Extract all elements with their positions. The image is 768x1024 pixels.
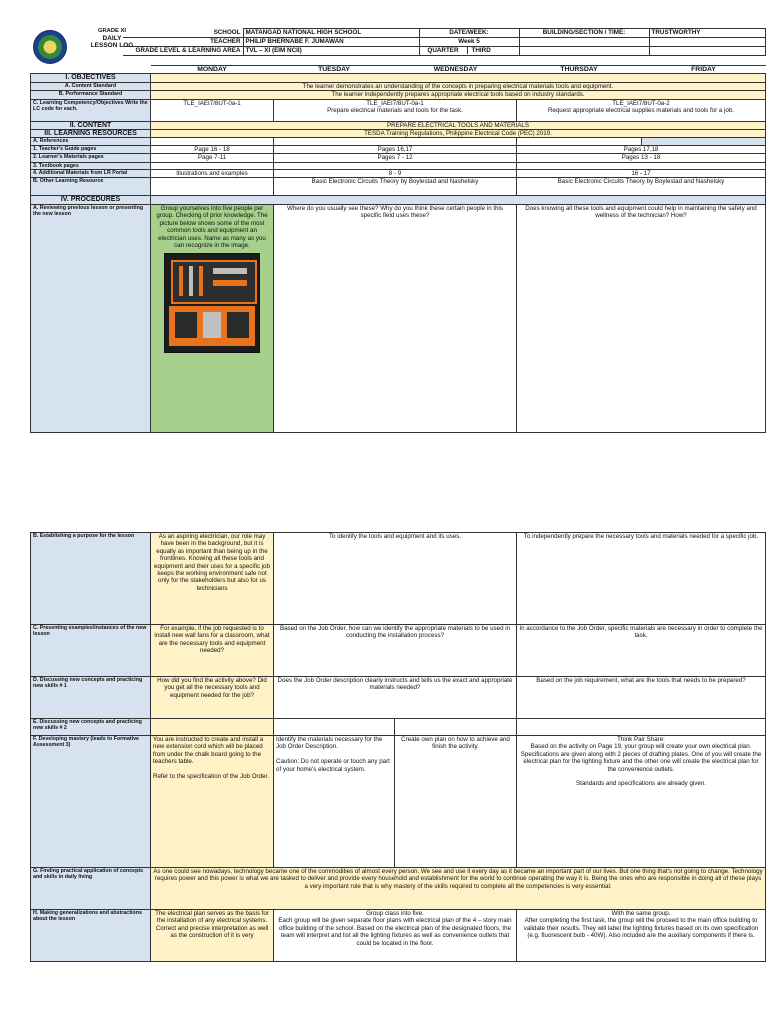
tape-measure-icon (203, 312, 221, 338)
proc-f-thursday-text1: Think Pair Share: (617, 736, 665, 743)
am-tuesday: 8 - 9 (274, 170, 517, 178)
proc-b-thursday: To independently prepare the necessary tools and materials needed for a specific job. (517, 533, 766, 625)
competency-thursday-code: TLE_IAEI7/8UT-0a-2 (612, 99, 670, 107)
label-content-standard: A. Content Standard (31, 82, 151, 90)
proc-h-thursday-text2: After completing the first task, the group will the proceed to the main office building to validate their results. They will label the lighting fixtures based on its own specification (e.g. fluorescent bulb - 40W). Also included are the auxiliary components if there is. (523, 917, 759, 940)
empty-cell (642, 138, 766, 145)
or-thursday: Basic Electronic Circuits Theory by Boylestad and Nashelsky (517, 178, 766, 196)
label-proc-b: B. Establishing a purpose for the lesson (31, 533, 151, 625)
label-other-resource: B. Other Learning Resource (31, 178, 151, 196)
screwdriver-icon (199, 266, 203, 296)
proc-f-monday-text2: Refer to the specification of the Job Order. (153, 773, 269, 781)
tg-monday: Page 16 - 18 (151, 145, 274, 153)
empty-cell (274, 138, 517, 145)
school-seal-icon (33, 30, 67, 64)
building-value (519, 38, 649, 47)
empty-cell (519, 47, 649, 56)
day-thursday: THURSDAY (517, 66, 642, 74)
content-standard: The learner demonstrates an understanding of the concepts in preparing electrical materials tools and equipment. (151, 82, 766, 90)
label-learners-materials: 2. Learner's Materials pages (31, 154, 151, 162)
proc-d-tuesday: Does the Job Order description clearly instructs and tells us the exact and appropriate materials needed? (274, 677, 517, 719)
lm-monday: Page 7-11 (151, 154, 274, 162)
wrench-icon (213, 280, 247, 286)
wrench-icon (213, 268, 247, 274)
label-proc-d: D. Discussing new concepts and practicing new skills # 1 (31, 677, 151, 719)
proc-f-thursday-text2: Based on the activity on Page 19, your group will create your own electrical plan. Specifications are given along with 2 pieces of drafting plates. One of you will create the electrical plan for the lighting fixture and the other one will create the electrical plan for the convenience outlets. (520, 743, 762, 773)
lesson-table-page-two (30, 532, 766, 962)
date-label: DATE/WEEK: (419, 29, 519, 38)
am-monday: Illustrations and examples (151, 170, 274, 178)
grade-label: GRADE XI (97, 28, 127, 34)
day-tuesday: TUESDAY (274, 66, 395, 74)
label-additional-materials: 4. Additional Materials from LR Portal (31, 170, 151, 178)
drill-icon (175, 312, 197, 338)
page-one (30, 28, 765, 433)
section-value: TRUSTWORTHY (649, 29, 765, 38)
proc-h-thursday (517, 910, 766, 962)
school-value: MATANGAD NATIONAL HIGH SCHOOL (243, 29, 419, 38)
lm-thursday: Pages 13 - 18 (517, 154, 766, 162)
proc-d-thursday: Based on the job requirement, what are the tools that needs to be prepared? (517, 677, 766, 719)
proc-f-monday-text1: You are instructed to create and install a new extension cord which will be placed from under the chalk board going to the teachers table. (153, 736, 264, 766)
empty-cell (517, 162, 766, 169)
proc-a-tuesday: Where do you usually see these? Why do you think these certain people in this specific field uses these? (274, 204, 517, 432)
label-proc-h: H. Making generalizations and abstractions about the lesson (31, 910, 151, 962)
empty-cell (151, 719, 274, 736)
proc-h-monday: The electrical plan serves as the basis for the installation of any electrical systems. Correct and precise interpretation as well as the construction of it is very (151, 910, 274, 962)
lesson-table-page-one (30, 65, 766, 433)
proc-f-monday (151, 736, 274, 868)
proc-b-tuesday: To identify the tools and equipment and its uses. (274, 533, 517, 625)
proc-a-thursday: Does knowing all these tools and equipment could help in maintaining the safety and wellness of the technician? How? (517, 204, 766, 432)
label-proc-e: E. Discussing new concepts and practicing new skills # 2 (31, 719, 151, 736)
proc-a-monday (151, 204, 274, 432)
resources-text: TESDA Training Regulations, Philippine Electrical Code (PEC) 2019. (151, 130, 766, 138)
proc-a-monday-text: Group yourselves into five people per group. Checking of prior knowledge. The picture below shows some of the most common tools and equipment an electrician uses. Name as many as you can recognize in the image. (156, 204, 268, 249)
empty-cell (517, 719, 766, 736)
proc-h-thursday-text1: With the same group. (611, 910, 671, 917)
competency-tuesday (274, 99, 517, 121)
quarter-label: QUARTER (420, 47, 468, 54)
competency-thursday (517, 99, 766, 121)
label-competency: C. Learning Competency/Objectives Write the LC code for each. (31, 99, 151, 121)
competency-thursday-text: Request appropriate electrical supplies materials and tools for a job. (547, 107, 735, 115)
empty-cell (151, 138, 274, 145)
or-tuesday: Basic Electronic Circuits Theory by Boylestad and Nashelsky (274, 178, 517, 196)
tg-tuesday: Pages 16,17 (274, 145, 517, 153)
content-text: PREPARE ELECTRICAL TOOLS AND MATERIALS (151, 121, 766, 129)
header-block (30, 28, 765, 65)
quarter-cell (419, 47, 519, 56)
competency-tuesday-text: Prepare electrical materials and tools for the task. (327, 107, 463, 115)
label-teachers-guide: 1. Teacher's Guide pages (31, 145, 151, 153)
am-thursday: 16 - 17 (517, 170, 766, 178)
day-wednesday: WEDNESDAY (395, 66, 517, 74)
day-friday: FRIDAY (642, 66, 766, 74)
proc-f-tuesday-text2: Caution: Do not operate or touch any part of your home's electrical system. (276, 758, 390, 773)
empty-cell (151, 74, 766, 82)
empty-cell (151, 196, 766, 204)
proc-f-thursday (517, 736, 766, 868)
day-monday: MONDAY (151, 66, 274, 74)
pliers-icon (227, 312, 249, 338)
label-textbook: 3. Textbook pages (31, 162, 151, 169)
proc-h-tuesday (274, 910, 517, 962)
empty-cell (649, 47, 765, 56)
school-label: SCHOOL (123, 29, 243, 38)
teacher-label: TEACHER (123, 38, 243, 47)
grade-area-label: GRADE LEVEL & LEARNING AREA (123, 47, 243, 56)
performance-standard: The learner independently prepares appropriate electrical tools based on industry standards. (151, 91, 766, 99)
proc-f-tuesday-text1: Identify the materials necessary for the Job Order Description. (276, 736, 383, 751)
proc-f-tuesday (274, 736, 395, 868)
teacher-value: PHILIP BHERNABE F. JUMAWAN (243, 38, 419, 47)
section-content: II. CONTENT (31, 121, 151, 129)
empty-cell (274, 162, 517, 169)
empty-cell (395, 719, 517, 736)
section-resources: III. LEARNING RESOURCES (31, 130, 151, 138)
label-proc-a: A. Reviewing previous lesson or presenting the new lesson (31, 204, 151, 432)
proc-h-tuesday-text2: Each group will be given separate floor plans with electrical plan of the 4 – story main office building of the school. Based on the electrical plan of the designated floors, the team will interpret and list all the lighting fixtures as well as convenience outlets that could be located in the floor. (278, 917, 512, 947)
daily-label: DAILY (102, 35, 122, 42)
proc-h-tuesday-text1: Group class into five. (366, 910, 424, 917)
toolbox-photo (164, 253, 260, 353)
proc-b-monday: As an aspiring electrician, our role may have been in the background, but it is equally as important than being up in the frontlines. Knowing all these tools and equipment and their uses for a specific job keeps the working environment safe not only for the stakeholders but also for us technicians (151, 533, 274, 625)
week-value: Week 5 (419, 38, 519, 47)
time-value (649, 38, 765, 47)
proc-g-text: As one could see nowadays, technology became one of the commodities of almost every person. We see and use it every day as it became an important part of our lives. But one thing that's not going to change. Technology requires power and this power is what we are tasked to deliver and provide every household and establishment for the world to continue operating the way it is. Being the ones who are responsible in doing all of these plays a very important role that is why mastery of the skills required to complete all the competencies is very essential. (151, 868, 766, 910)
screwdriver-icon (189, 266, 193, 296)
lesson-log-label: LESSON LOG (90, 42, 134, 49)
competency-monday: TLE_IAEI7/8UT-0a-1 (151, 99, 274, 121)
empty-cell (151, 162, 274, 169)
lm-tuesday: Pages 7 - 12 (274, 154, 517, 162)
proc-f-wednesday: Create own plan on how to achieve and finish the activity. (395, 736, 517, 868)
building-label: BUILDING/SECTION / TIME: (519, 29, 649, 38)
header-table (123, 28, 766, 56)
competency-tuesday-code: TLE_IAEI7/8UT-0a-1 (366, 99, 424, 107)
label-proc-g: G. Finding practical application of concepts and skills in daily living (31, 868, 151, 910)
section-objectives: I. OBJECTIVES (31, 74, 151, 82)
empty-cell (274, 719, 395, 736)
label-proc-f: F. Developing mastery (leads to Formative Assessment 3) (31, 736, 151, 868)
proc-c-thursday: In accordance to the Job Order, specific materials are necessary in order to complete the task. (517, 625, 766, 677)
empty-cell (31, 66, 151, 74)
proc-f-thursday-text3: Standards and specifications are already given. (575, 780, 707, 788)
tg-thursday: Pages 17,18 (517, 145, 766, 153)
proc-c-tuesday: Based on the Job Order, how can we identify the appropriate materials to be used in conducting the installation process? (274, 625, 517, 677)
quarter-value: THIRD (471, 47, 491, 54)
proc-d-monday: How did you find the activity above? Did you get all the necessary tools and equipment needed for the job? (151, 677, 274, 719)
label-proc-c: C. Presenting examples/instances of the new lesson (31, 625, 151, 677)
empty-cell (151, 178, 274, 196)
screwdriver-icon (179, 266, 183, 296)
grade-area-value: TVL – XI (EIM NCII) (243, 47, 419, 56)
proc-c-monday: For example, if the job requested is to install new wall fans for a classroom, what are the necessary tools and equipment needed? (151, 625, 274, 677)
empty-cell (517, 138, 642, 145)
page-two (30, 532, 765, 962)
section-procedures: IV. PROCEDURES (31, 196, 151, 204)
label-performance-standard: B. Performance Standard (31, 91, 151, 99)
label-references: A. References (31, 138, 151, 145)
